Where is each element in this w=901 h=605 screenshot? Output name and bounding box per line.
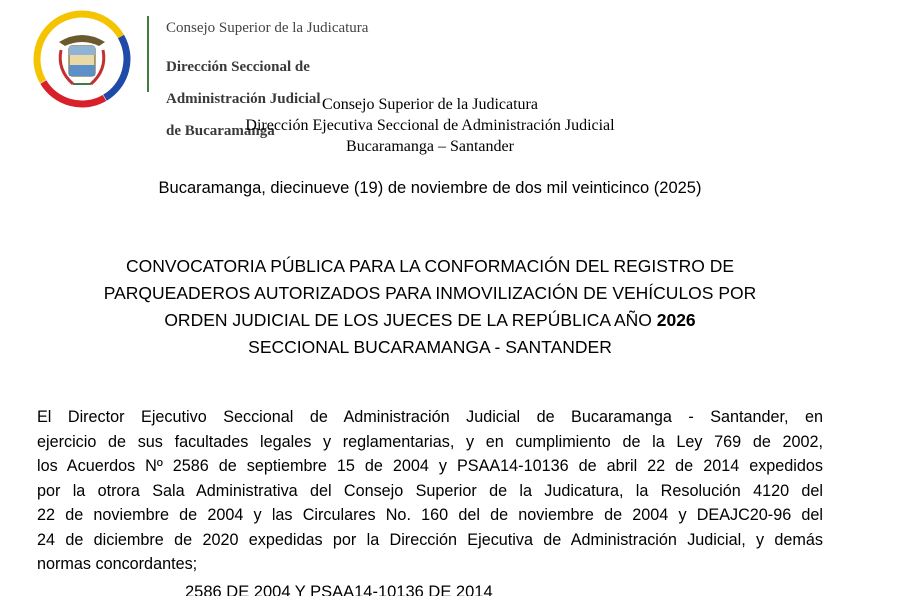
title-line: SECCIONAL BUCARAMANGA - SANTANDER — [248, 337, 612, 357]
body-line: los Acuerdos Nº 2586 de septiembre 15 de 2004 y PSAA14-10136 de abril 22 de 2014 expedidos — [37, 457, 823, 475]
body-line: 24 de diciembre de 2020 expedidas por la Dirección Ejecutiva de Administración Judicial, y demás — [37, 530, 823, 549]
letterhead-direction-line: Administración Judicial — [166, 91, 321, 107]
document-title — [0, 253, 860, 361]
body-line: El Director Ejecutivo Seccional de Administración Judicial de Bucaramanga - Santander, en — [37, 408, 823, 426]
title-line-text: ORDEN JUDICIAL DE LOS JUECES DE LA REPÚBLICA AÑO — [164, 310, 657, 330]
letterhead-council: Consejo Superior de la Judicatura — [166, 20, 369, 36]
body-paragraph — [37, 405, 823, 577]
body-line: por la otrora Sala Administrativa del Consejo Superior de la Judicatura, la Resolución 4120 del — [37, 481, 823, 500]
sub-header-line: Consejo Superior de la Judicatura — [322, 96, 538, 113]
letterhead-divider — [147, 16, 149, 92]
title-line — [0, 307, 860, 334]
date-line: Bucaramanga, diecinueve (19) de noviembre de dos mil veinticinco (2025) — [158, 179, 702, 197]
sub-header-line: Bucaramanga – Santander — [346, 138, 514, 155]
title-line: PARQUEADEROS AUTORIZADOS PARA INMOVILIZACIÓN DE VEHÍCULOS POR — [103, 283, 757, 303]
sub-header — [0, 94, 860, 157]
letterhead-direction-line: Dirección Seccional de — [166, 59, 310, 75]
clipped-heading-line: 2586 DE 2004 Y PSAA14-10136 DE 2014 — [185, 584, 493, 596]
title-year: 2026 — [656, 310, 696, 330]
sub-header-line: Dirección Ejecutiva Seccional de Administración Judicial — [245, 117, 615, 134]
body-line: normas concordantes; — [37, 555, 198, 573]
body-line: ejercicio de sus facultades legales y reglamentarias, y en cumplimiento de la Ley 769 de 2002, — [37, 432, 823, 451]
title-line: CONVOCATORIA PÚBLICA PARA LA CONFORMACIÓN DEL REGISTRO DE — [125, 256, 735, 276]
body-line: 22 de noviembre de 2004 y las Circulares No. 160 del de noviembre de 2004 y DEAJC20-96 del — [37, 506, 823, 524]
letterhead-direction-line: de Bucaramanga — [166, 123, 275, 139]
